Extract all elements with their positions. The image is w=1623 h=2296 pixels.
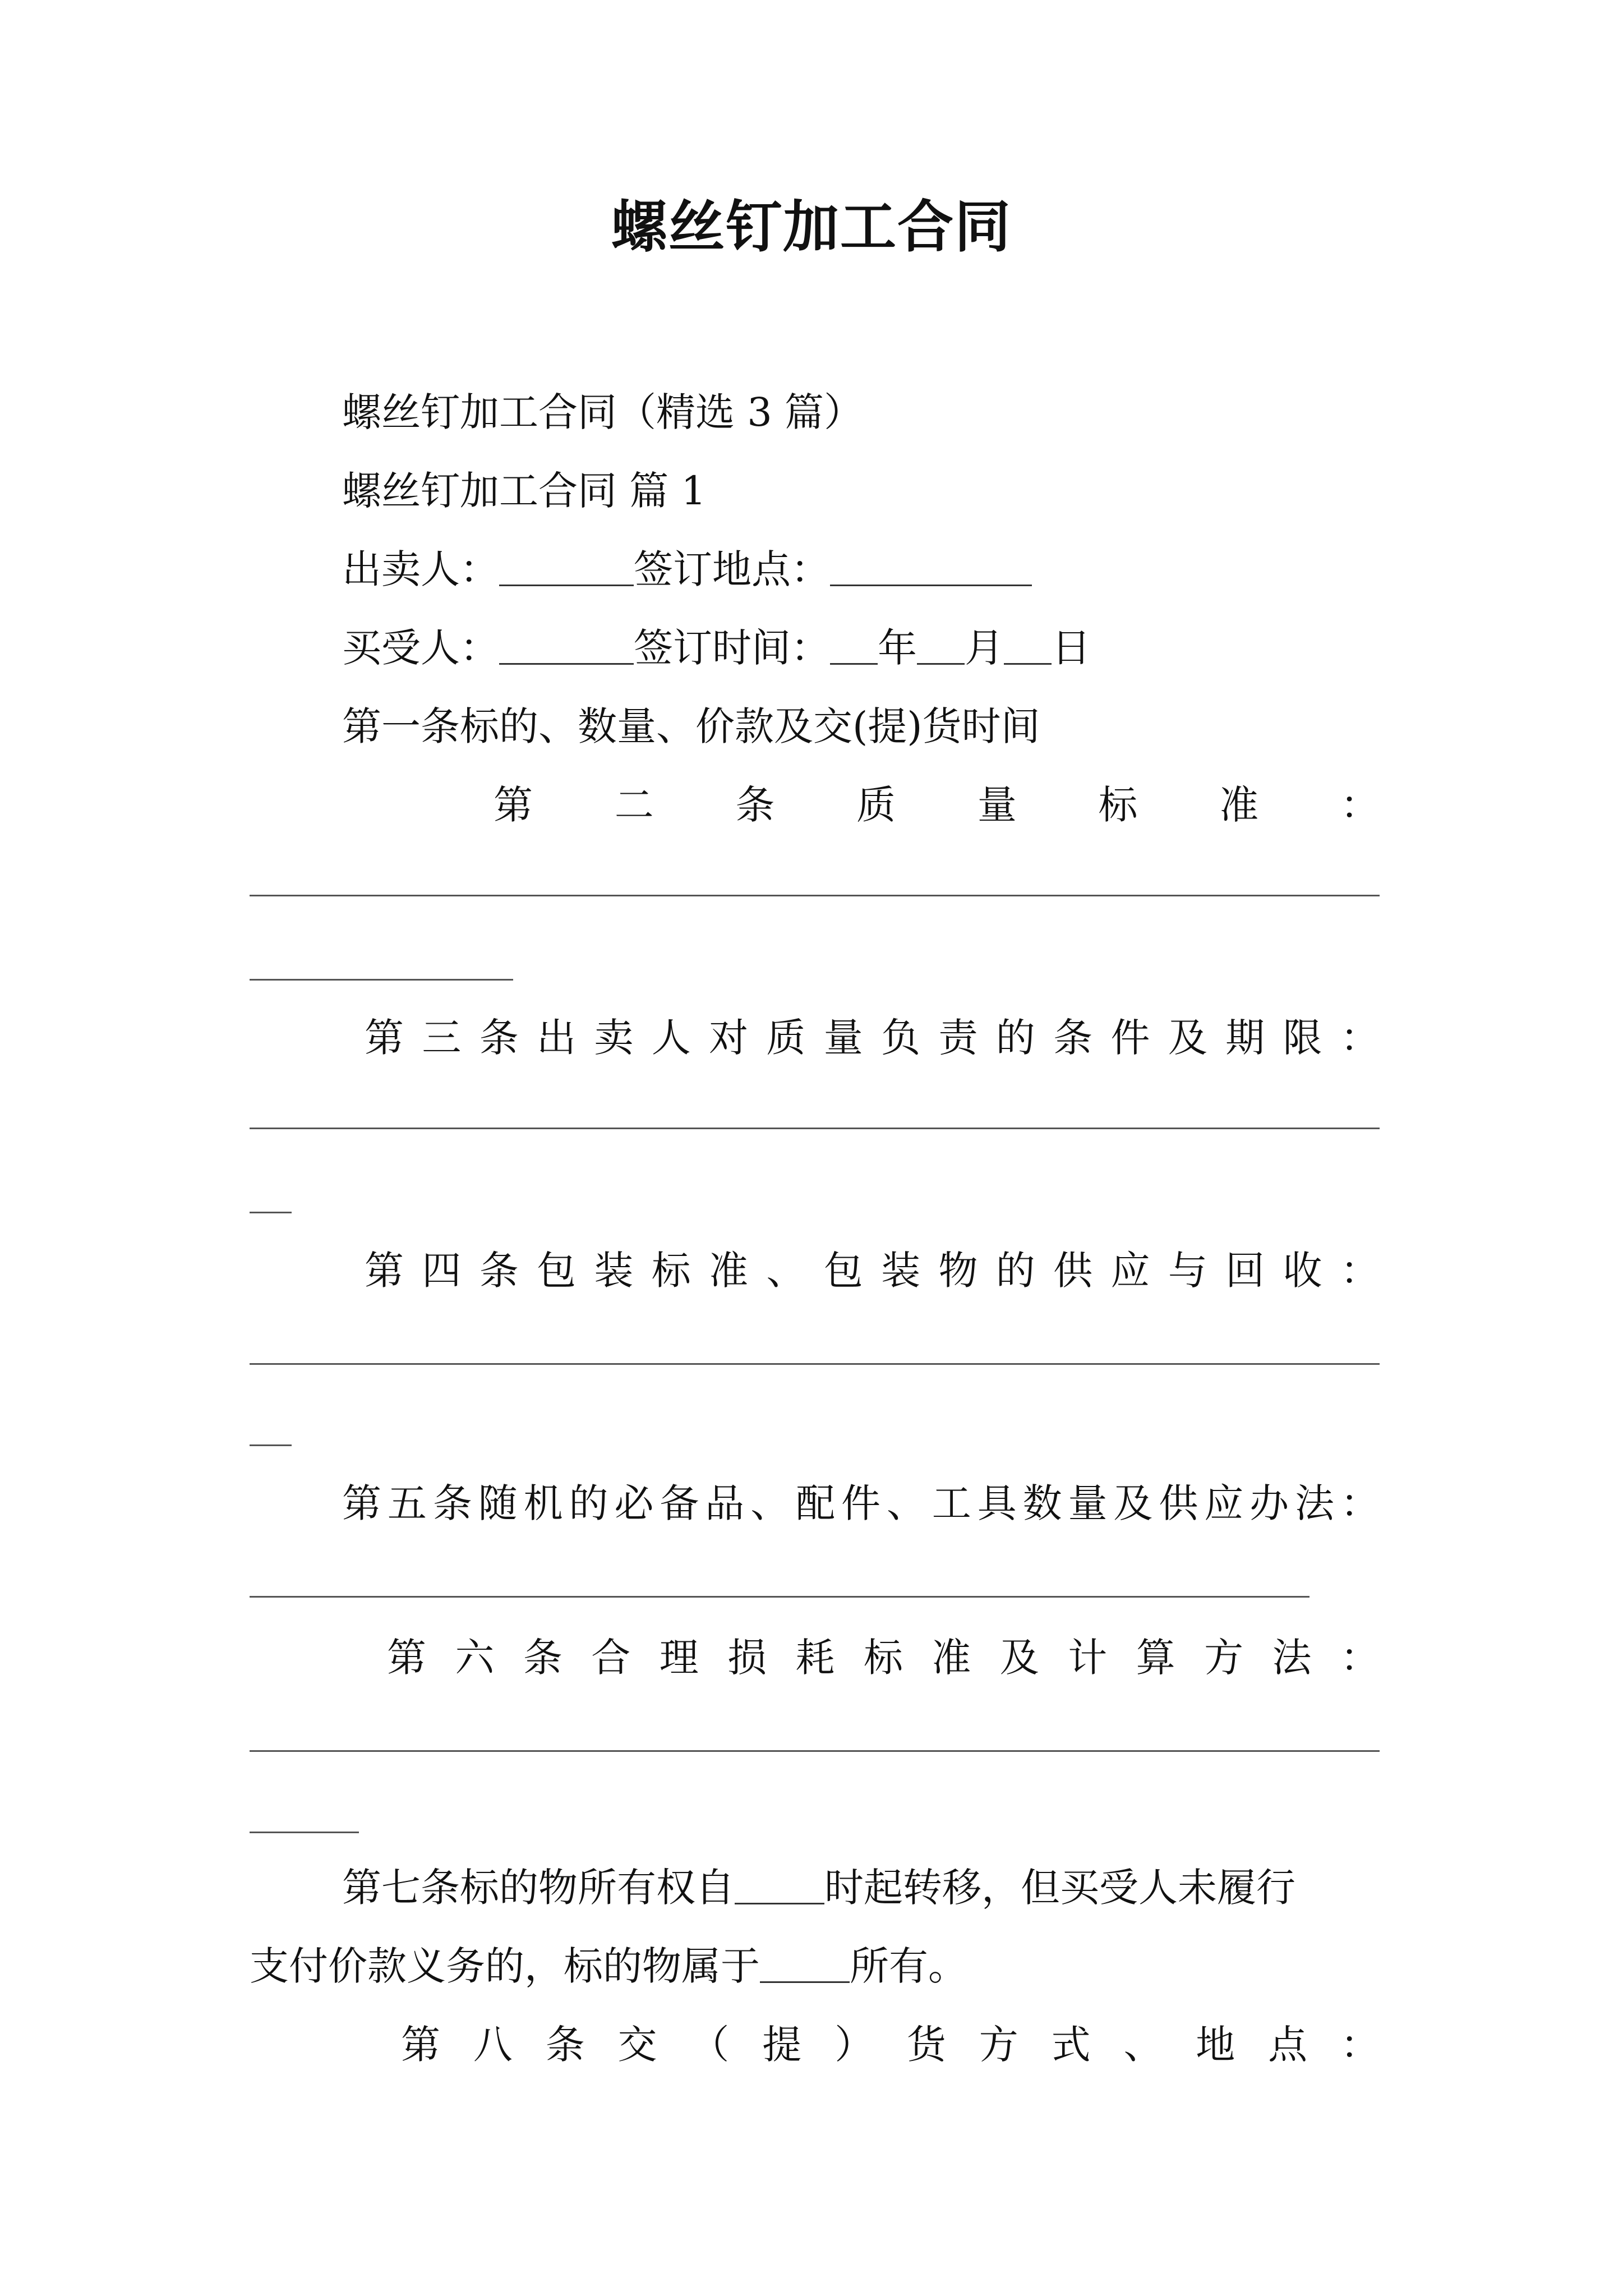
article-6-char: 合 <box>591 1635 631 1681</box>
article-8-char: 条 <box>545 2022 585 2068</box>
article-3-fill-line <box>250 1128 1380 1129</box>
article-4-char: 的 <box>995 1248 1035 1294</box>
article-5-char: 办 <box>1249 1480 1289 1526</box>
article-4-char: 回 <box>1225 1248 1265 1294</box>
article-8 <box>401 2022 1380 2068</box>
article-5-char: 量 <box>1068 1480 1108 1526</box>
article-5-char: 条 <box>432 1480 472 1526</box>
article-3-char: 出 <box>537 1015 577 1061</box>
article-6-fill-line <box>250 1750 1380 1752</box>
article-8-char: 第 <box>401 2022 440 2068</box>
article-4-char: 准 <box>709 1248 749 1294</box>
signing-time-label: 签订时间： <box>634 625 830 671</box>
article-2-char: 二 <box>614 782 654 828</box>
article-4-char: 包 <box>823 1248 863 1294</box>
article-5-char: 第 <box>342 1480 381 1526</box>
article-3-char: 期 <box>1225 1015 1265 1061</box>
article-6-fill-line-end <box>250 1832 359 1833</box>
article-4-char: 、 <box>766 1248 806 1294</box>
article-5-char: 、 <box>750 1480 790 1526</box>
article-7-blank-2 <box>760 1948 850 1983</box>
article-6-char: 理 <box>659 1635 699 1681</box>
article-6-char: 法 <box>1272 1635 1312 1681</box>
article-5-char: 品 <box>705 1480 745 1526</box>
article-8-char: ） <box>834 2022 874 2068</box>
article-4-char: 装 <box>594 1248 634 1294</box>
article-5-char: 机 <box>523 1480 563 1526</box>
article-4-char: 条 <box>479 1248 519 1294</box>
article-8-char: 地 <box>1196 2022 1235 2068</box>
article-2-char: ： <box>1340 782 1380 828</box>
document-subtitle: 螺丝钉加工合同（精选 3 篇） <box>342 389 864 435</box>
article-4-char: 装 <box>881 1248 921 1294</box>
article-6-char: 计 <box>1068 1635 1108 1681</box>
article-4-char: 第 <box>365 1248 404 1294</box>
article-3-char: 条 <box>479 1015 519 1061</box>
article-4-char: 四 <box>422 1248 462 1294</box>
article-3-fill-line-end <box>250 1212 292 1213</box>
article-5-char: 具 <box>977 1480 1017 1526</box>
article-4-char: 标 <box>651 1248 691 1294</box>
article-6-char: 及 <box>999 1635 1039 1681</box>
article-7-part-1: 第七条标的物所有权自 <box>342 1865 735 1911</box>
article-8-char: 点 <box>1268 2022 1308 2068</box>
article-5-char: 数 <box>1022 1480 1062 1526</box>
article-2-char: 第 <box>494 782 533 828</box>
article-7-line-2 <box>250 1943 967 1989</box>
buyer-blank <box>499 629 634 665</box>
article-5-char: 工 <box>932 1480 971 1526</box>
article-6-char: 方 <box>1204 1635 1244 1681</box>
seller-label: 出卖人： <box>342 546 499 592</box>
article-8-char: 货 <box>906 2022 946 2068</box>
article-5-fill-line <box>250 1596 1310 1598</box>
article-8-char: ： <box>1340 2022 1380 2068</box>
buyer-line <box>342 625 1091 671</box>
article-2-char: 准 <box>1219 782 1259 828</box>
article-3-char: 的 <box>995 1015 1035 1061</box>
article-6-char: 六 <box>455 1635 495 1681</box>
article-7-part-2: 时起转移，但买受人未履行 <box>824 1865 1295 1911</box>
article-3-char: 量 <box>823 1015 863 1061</box>
article-3-char: ： <box>1340 1015 1380 1061</box>
buyer-label: 买受人： <box>342 625 499 671</box>
document-title: 螺丝钉加工合同 <box>611 194 1012 260</box>
article-3-char: 条 <box>1053 1015 1093 1061</box>
article-5 <box>342 1480 1380 1526</box>
article-7-line-1 <box>342 1865 1295 1911</box>
signing-place-label: 签订地点： <box>634 546 830 592</box>
article-3-char: 责 <box>938 1015 978 1061</box>
year-label: 年 <box>878 625 917 671</box>
article-5-char: 应 <box>1204 1480 1244 1526</box>
article-6-char: ： <box>1340 1635 1380 1681</box>
article-6-char: 标 <box>863 1635 903 1681</box>
article-6-char: 第 <box>387 1635 426 1681</box>
article-4-char: 物 <box>938 1248 978 1294</box>
day-label: 日 <box>1052 625 1091 671</box>
article-4-char: 收 <box>1283 1248 1322 1294</box>
article-5-char: 备 <box>660 1480 699 1526</box>
article-5-char: 件 <box>841 1480 880 1526</box>
article-3-char: 负 <box>881 1015 921 1061</box>
article-4-char: 与 <box>1168 1248 1207 1294</box>
article-6-char: 损 <box>727 1635 767 1681</box>
article-1: 第一条标的、数量、价款及交(提)货时间 <box>342 703 1040 749</box>
seller-blank <box>499 551 634 586</box>
article-5-char: 随 <box>478 1480 518 1526</box>
article-4-fill-line-end <box>250 1444 292 1446</box>
article-3-char: 卖 <box>594 1015 634 1061</box>
article-6 <box>387 1635 1380 1681</box>
article-5-char: 必 <box>614 1480 654 1526</box>
article-3-char: 第 <box>365 1015 404 1061</box>
article-7-part-4: 所有。 <box>850 1943 967 1989</box>
article-2-char: 标 <box>1098 782 1138 828</box>
article-3-char: 及 <box>1168 1015 1207 1061</box>
article-5-char: ： <box>1340 1480 1380 1526</box>
section-heading: 螺丝钉加工合同 篇 1 <box>342 468 707 514</box>
seller-line <box>342 546 1032 592</box>
article-6-char: 条 <box>523 1635 562 1681</box>
article-2-char: 量 <box>977 782 1017 828</box>
article-3-char: 人 <box>651 1015 691 1061</box>
article-5-char: 五 <box>387 1480 427 1526</box>
article-8-char: 八 <box>473 2022 513 2068</box>
year-blank <box>830 629 878 665</box>
article-3 <box>365 1015 1380 1061</box>
article-4-fill-line <box>250 1363 1380 1365</box>
article-2-char: 条 <box>735 782 775 828</box>
article-2-char: 质 <box>856 782 896 828</box>
article-5-char: 及 <box>1113 1480 1153 1526</box>
article-5-char: 的 <box>569 1480 608 1526</box>
article-2-fill-line <box>250 895 1380 896</box>
article-8-char: 式 <box>1051 2022 1091 2068</box>
article-7-blank-1 <box>735 1869 824 1904</box>
article-8-char: （ <box>690 2022 730 2068</box>
article-2 <box>494 782 1380 828</box>
article-3-char: 对 <box>709 1015 749 1061</box>
article-4-char: 供 <box>1053 1248 1093 1294</box>
article-4-char: ： <box>1340 1248 1380 1294</box>
article-5-char: 配 <box>796 1480 836 1526</box>
article-5-char: 供 <box>1159 1480 1198 1526</box>
signing-place-blank <box>830 551 1032 586</box>
article-3-char: 件 <box>1110 1015 1150 1061</box>
article-5-char: 、 <box>886 1480 926 1526</box>
article-3-char: 限 <box>1283 1015 1322 1061</box>
day-blank <box>1004 629 1052 665</box>
article-7-part-3: 支付价款义务的，标的物属于 <box>250 1943 760 1989</box>
month-label: 月 <box>965 625 1004 671</box>
month-blank <box>917 629 965 665</box>
article-4-char: 应 <box>1110 1248 1150 1294</box>
article-5-char: 法 <box>1295 1480 1335 1526</box>
article-6-char: 准 <box>932 1635 971 1681</box>
article-6-char: 耗 <box>795 1635 835 1681</box>
article-8-char: 交 <box>617 2022 657 2068</box>
article-2-fill-line-end <box>250 979 513 981</box>
article-3-char: 质 <box>766 1015 806 1061</box>
article-8-char: 方 <box>979 2022 1018 2068</box>
article-8-char: 、 <box>1123 2022 1163 2068</box>
article-6-char: 算 <box>1136 1635 1175 1681</box>
article-4 <box>365 1248 1380 1294</box>
article-4-char: 包 <box>537 1248 577 1294</box>
article-3-char: 三 <box>422 1015 462 1061</box>
article-8-char: 提 <box>762 2022 802 2068</box>
